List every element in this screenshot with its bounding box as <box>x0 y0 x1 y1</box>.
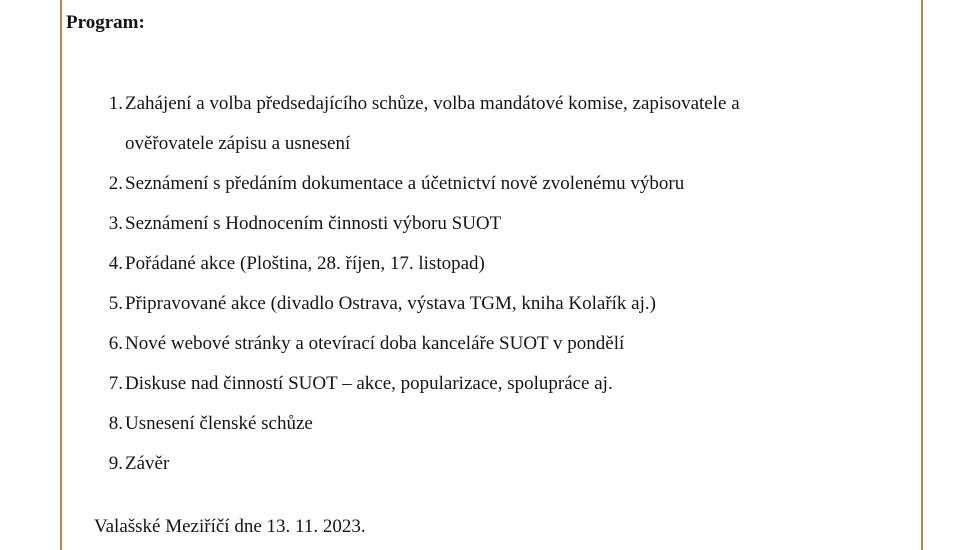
agenda-list <box>66 84 906 484</box>
agenda-item-number: 3. <box>108 213 123 234</box>
agenda-item-text <box>125 404 895 444</box>
agenda-item-line: Usnesení členské schůze <box>125 413 313 434</box>
agenda-item-line: Závěr <box>125 453 170 474</box>
agenda-item <box>66 284 906 324</box>
agenda-item-number: 5. <box>108 293 123 314</box>
agenda-item-text <box>125 164 895 204</box>
agenda-item <box>66 244 906 284</box>
agenda-item <box>66 404 906 444</box>
agenda-item-number: 4. <box>108 253 123 274</box>
agenda-item-line: Seznámení s Hodnocením činnosti výboru SUOT <box>125 213 502 234</box>
agenda-item-line: Zahájení a volba předsedajícího schůze, volba mandátové komise, zapisovatele a <box>125 93 740 114</box>
page-border-left <box>60 0 62 550</box>
program-heading: Program: <box>66 12 145 33</box>
agenda-item-line: Diskuse nad činností SUOT – akce, popularizace, spolupráce aj. <box>125 373 613 394</box>
agenda-item-text <box>125 244 895 284</box>
agenda-item-text <box>125 364 895 404</box>
agenda-item-text <box>125 204 895 244</box>
agenda-item <box>66 364 906 404</box>
agenda-item <box>66 164 906 204</box>
agenda-item-text <box>125 84 895 164</box>
agenda-item-number: 2. <box>108 173 123 194</box>
agenda-item-number: 7. <box>108 373 123 394</box>
agenda-item-number: 8. <box>108 413 123 434</box>
agenda-item-line: Nové webové stránky a otevírací doba kanceláře SUOT v pondělí <box>125 333 625 354</box>
agenda-item-line: Seznámení s předáním dokumentace a účetnictví nově zvolenému výboru <box>125 173 685 194</box>
agenda-item-line: Připravované akce (divadlo Ostrava, výstava TGM, kniha Kolařík aj.) <box>125 293 656 314</box>
agenda-item-text <box>125 324 895 364</box>
agenda-item <box>66 444 906 484</box>
agenda-item-text <box>125 284 895 324</box>
agenda-item-text <box>125 444 895 484</box>
agenda-item-number: 1. <box>108 93 123 114</box>
agenda-item <box>66 204 906 244</box>
agenda-item <box>66 324 906 364</box>
page-border-right <box>921 0 923 550</box>
agenda-item <box>66 84 906 164</box>
agenda-item-line: ověřovatele zápisu a usnesení <box>125 133 351 154</box>
agenda-item-line: Pořádané akce (Ploština, 28. říjen, 17. listopad) <box>125 253 485 274</box>
place-and-date: Valašské Meziříčí dne 13. 11. 2023. <box>94 516 366 537</box>
agenda-item-number: 9. <box>108 453 123 474</box>
agenda-item-number: 6. <box>108 333 123 354</box>
